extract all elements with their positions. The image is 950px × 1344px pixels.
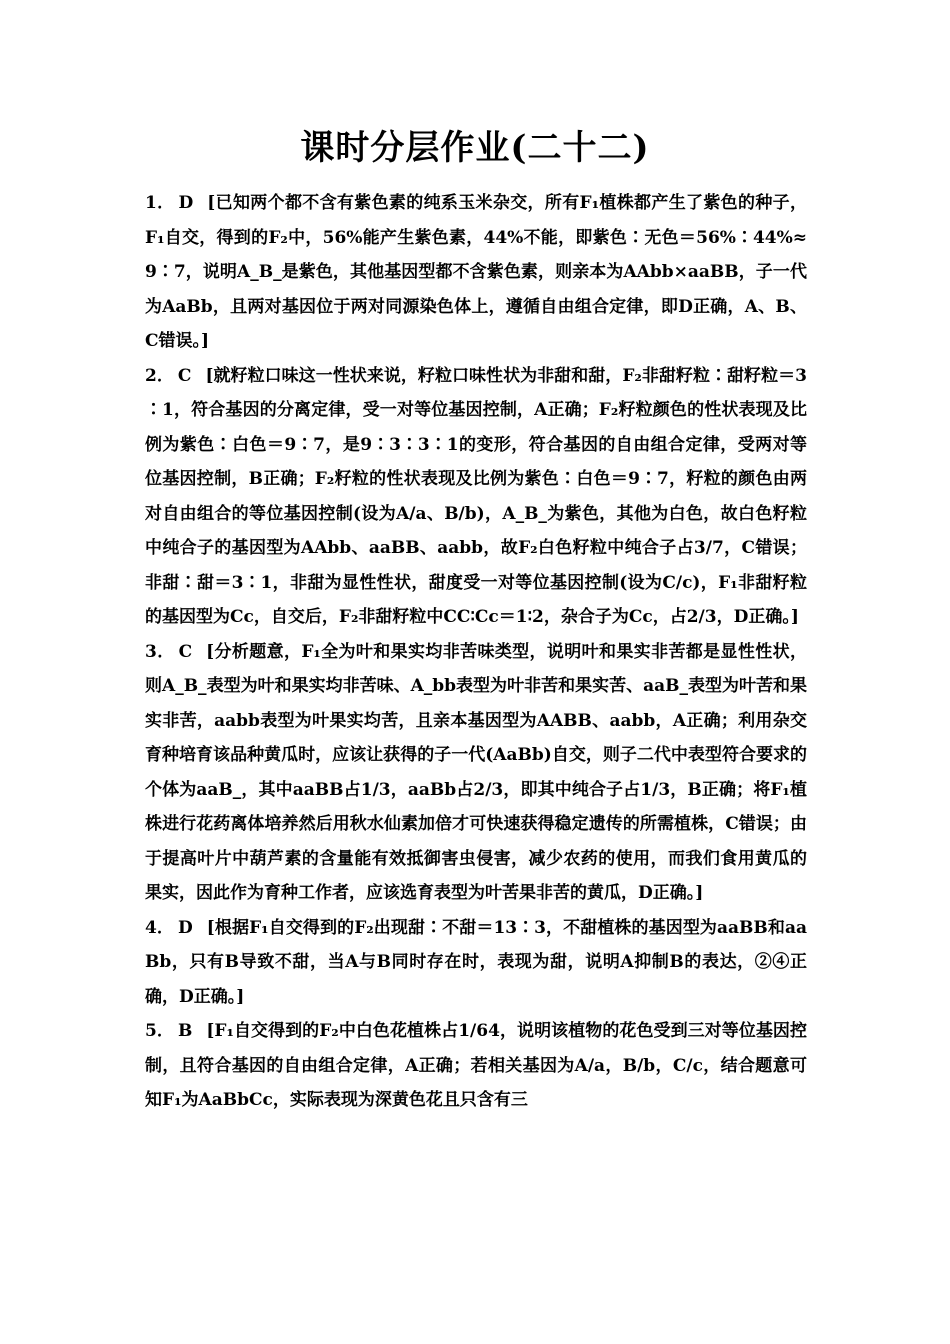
answer-choice: D [178,193,194,213]
answer-item-5 [145,1014,807,1118]
answer-choice: B [177,1021,193,1041]
answer-explanation: [分析题意，F₁全为叶和果实均非苦味类型，说明叶和果实非苦都是显性性状，则A_B_表型为叶和果实均非苦味、A_bb表型为叶非苦和果实苦、aaB_表型为叶苦和果实非苦，aabb表型为叶果实均苦，且亲本基因型为AABB、aabb，A正确；利用杂交育种培育该品种黄瓜时，应该让获得的子一代(AaBb)自交，则子二代中表型符合要求的个体为aaB_，其中aaBB占1/3，aaBb占2/3，即其中纯合子占1/3，B正确；将F₁植株进行花药离体培养然后用秋水仙素加倍才可快速获得稳定遗传的所需植株，C错误；由于提高叶片中葫芦素的含量能有效抵御害虫侵害，减少农药的使用，而我们食用黄瓜的果实，因此作为育种工作者，应该选育表型为叶苦果非苦的黄瓜，D正确。] [145,641,807,903]
answer-choice: C [178,641,193,662]
answer-number: 1． [145,193,175,213]
answer-item-1 [145,186,807,359]
answer-choice: D [178,917,193,938]
answer-item-2 [145,359,807,635]
answer-explanation: [根据F₁自交得到的F₂出现甜∶不甜＝13∶3，不甜植株的基因型为aaBB和aaBb，只有B导致不甜，当A与B同时存在时，表现为甜，说明A抑制B的表达，②④正确，D正确。] [145,917,807,1007]
answer-explanation: [F₁自交得到的F₂中白色花植株占1/64，说明该植物的花色受到三对等位基因控制，且符合基因的自由组合定律，A正确；若相关基因为A/a，B/b，C/c，结合题意可知F₁为AaBbCc，实际表现为深黄色花且只含有三 [145,1021,807,1110]
page-title: 课时分层作业(二十二) [300,128,650,168]
answer-number: 4． [145,917,175,938]
answer-number: 2． [145,365,174,386]
answer-item-3 [145,635,807,911]
answer-explanation: [就籽粒口味这一性状来说，籽粒口味性状为非甜和甜，F₂非甜籽粒∶甜籽粒＝3∶1，符合基因的分离定律，受一对等位基因控制，A正确；F₂籽粒颜色的性状表现及比例为紫色∶白色＝9∶7，是9∶3∶3∶1的变形，符合基因的自由组合定律，受两对等位基因控制，B正确；F₂籽粒的性状表现及比例为紫色∶白色＝9∶7，籽粒的颜色由两对自由组合的等位基因控制(设为A/a、B/b)，A_B_为紫色，其他为白色，故白色籽粒中纯合子的基因型为AAbb、aaBB、aabb，故F₂白色籽粒中纯合子占3/7，C错误；非甜∶甜＝3∶1，非甜为显性性状，甜度受一对等位基因控制(设为C/c)，F₁非甜籽粒的基因型为Cc，自交后，F₂非甜籽粒中CC∶Cc＝1∶2，杂合子为Cc，占2/3，D正确。] [145,365,807,627]
answer-list [145,186,807,1118]
answer-number: 5． [145,1021,174,1041]
answer-choice: C [177,365,192,386]
answer-number: 3． [145,641,175,662]
answer-explanation: [已知两个都不含有紫色素的纯系玉米杂交，所有F₁植株都产生了紫色的种子，F₁自交，得到的F₂中，56%能产生紫色素，44%不能，即紫色∶无色＝56%∶44%≈9∶7，说明A_B_是紫色，其他基因型都不含紫色素，则亲本为AAbb×aaBB，子一代为AaBb，且两对基因位于两对同源染色体上，遵循自由组合定律，即D正确，A、B、C错误。] [145,193,807,351]
answer-item-4 [145,911,807,1015]
